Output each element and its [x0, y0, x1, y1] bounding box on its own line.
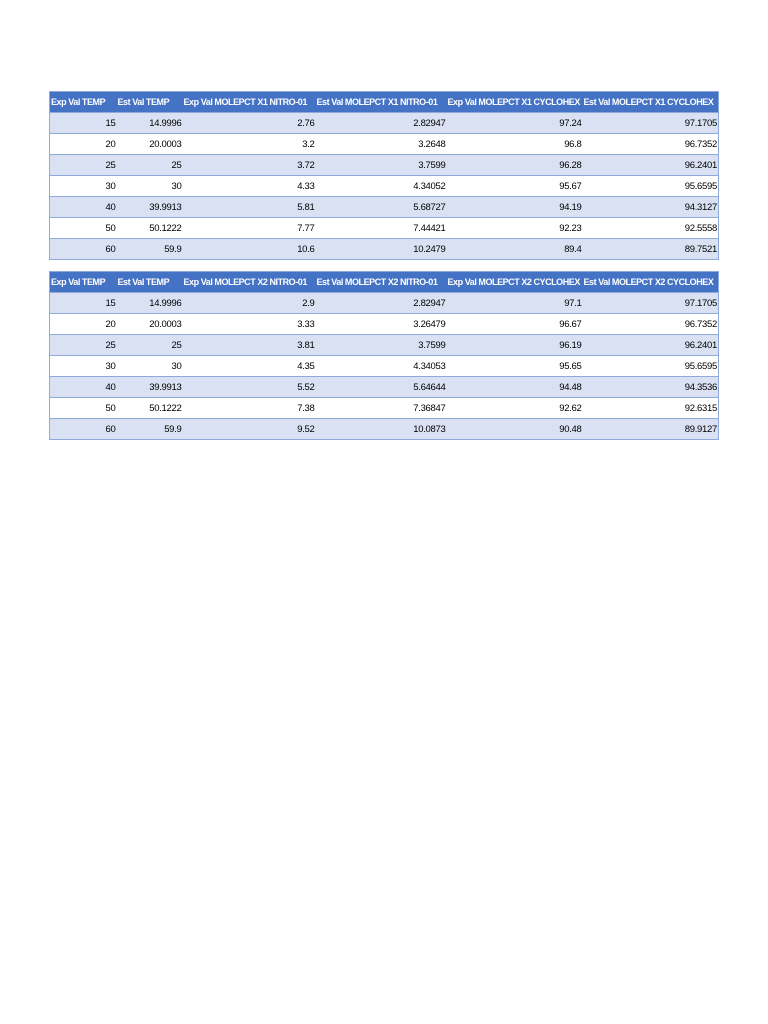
table-cell: 94.48 — [447, 377, 583, 398]
table-cell: 89.4 — [447, 239, 583, 260]
data-table-x2 — [49, 271, 719, 440]
column-header: Exp Val TEMP — [50, 92, 117, 113]
table-cell: 95.65 — [447, 356, 583, 377]
table-cell: 96.2401 — [583, 335, 719, 356]
table-cell: 7.77 — [183, 218, 316, 239]
table-row — [50, 197, 719, 218]
table-header-row — [50, 92, 719, 113]
table-cell: 2.82947 — [316, 113, 447, 134]
table-row — [50, 176, 719, 197]
table-cell: 94.3536 — [583, 377, 719, 398]
table-cell: 96.7352 — [583, 134, 719, 155]
table-row — [50, 377, 719, 398]
table-cell: 50 — [50, 218, 117, 239]
table-cell: 96.67 — [447, 314, 583, 335]
table-cell: 4.34053 — [316, 356, 447, 377]
table-cell: 25 — [50, 335, 117, 356]
table-cell: 14.9996 — [117, 293, 183, 314]
table-cell: 2.82947 — [316, 293, 447, 314]
table-cell: 90.48 — [447, 419, 583, 440]
table-cell: 30 — [50, 176, 117, 197]
column-header: Est Val MOLEPCT X1 NITRO-01 — [316, 92, 447, 113]
table-cell: 15 — [50, 293, 117, 314]
table-cell: 3.7599 — [316, 335, 447, 356]
column-header: Est Val TEMP — [117, 272, 183, 293]
table-cell: 39.9913 — [117, 197, 183, 218]
table-cell: 60 — [50, 239, 117, 260]
table-cell: 92.6315 — [583, 398, 719, 419]
table-cell: 30 — [50, 356, 117, 377]
table-cell: 2.76 — [183, 113, 316, 134]
table-cell: 5.52 — [183, 377, 316, 398]
table-cell: 92.5558 — [583, 218, 719, 239]
table-cell: 95.6595 — [583, 356, 719, 377]
table-cell: 25 — [117, 155, 183, 176]
table-cell: 10.6 — [183, 239, 316, 260]
table-cell: 94.19 — [447, 197, 583, 218]
table-cell: 39.9913 — [117, 377, 183, 398]
table-cell: 20 — [50, 134, 117, 155]
table-cell: 50.1222 — [117, 218, 183, 239]
table-cell: 4.35 — [183, 356, 316, 377]
table-cell: 95.67 — [447, 176, 583, 197]
table-row — [50, 398, 719, 419]
table-row — [50, 293, 719, 314]
table-cell: 96.7352 — [583, 314, 719, 335]
column-header: Est Val MOLEPCT X1 CYCLOHEX — [583, 92, 719, 113]
column-header: Est Val MOLEPCT X2 CYCLOHEX — [583, 272, 719, 293]
column-header: Est Val TEMP — [117, 92, 183, 113]
column-header: Exp Val MOLEPCT X1 NITRO-01 — [183, 92, 316, 113]
table-cell: 96.8 — [447, 134, 583, 155]
table-row — [50, 314, 719, 335]
table-cell: 4.34052 — [316, 176, 447, 197]
table-cell: 7.38 — [183, 398, 316, 419]
table-cell: 97.1705 — [583, 293, 719, 314]
table-cell: 96.2401 — [583, 155, 719, 176]
table-row — [50, 335, 719, 356]
table-cell: 14.9996 — [117, 113, 183, 134]
table-row — [50, 155, 719, 176]
table-cell: 3.7599 — [316, 155, 447, 176]
table-cell: 20.0003 — [117, 134, 183, 155]
table-cell: 40 — [50, 197, 117, 218]
table-cell: 89.9127 — [583, 419, 719, 440]
table-cell: 97.1705 — [583, 113, 719, 134]
table-cell: 9.52 — [183, 419, 316, 440]
table-row — [50, 134, 719, 155]
table-cell: 40 — [50, 377, 117, 398]
table-cell: 3.2 — [183, 134, 316, 155]
table-cell: 5.68727 — [316, 197, 447, 218]
column-header: Est Val MOLEPCT X2 NITRO-01 — [316, 272, 447, 293]
table-cell: 3.72 — [183, 155, 316, 176]
table-cell: 94.3127 — [583, 197, 719, 218]
table-cell: 4.33 — [183, 176, 316, 197]
table-row — [50, 356, 719, 377]
table-cell: 95.6595 — [583, 176, 719, 197]
table-cell: 25 — [50, 155, 117, 176]
table-cell: 3.33 — [183, 314, 316, 335]
table-cell: 7.44421 — [316, 218, 447, 239]
column-header: Exp Val MOLEPCT X2 CYCLOHEX — [447, 272, 583, 293]
table-cell: 59.9 — [117, 239, 183, 260]
table-row — [50, 419, 719, 440]
table-cell: 3.2648 — [316, 134, 447, 155]
table-cell: 5.81 — [183, 197, 316, 218]
table-cell: 10.0873 — [316, 419, 447, 440]
table-row — [50, 218, 719, 239]
table-cell: 96.19 — [447, 335, 583, 356]
table-cell: 97.24 — [447, 113, 583, 134]
table-cell: 20.0003 — [117, 314, 183, 335]
table-cell: 60 — [50, 419, 117, 440]
table-cell: 30 — [117, 356, 183, 377]
table-cell: 3.81 — [183, 335, 316, 356]
table-cell: 25 — [117, 335, 183, 356]
data-table-x1 — [49, 91, 719, 260]
table-cell: 7.36847 — [316, 398, 447, 419]
table-cell: 50.1222 — [117, 398, 183, 419]
table-cell: 10.2479 — [316, 239, 447, 260]
table-row — [50, 113, 719, 134]
table-cell: 59.9 — [117, 419, 183, 440]
column-header: Exp Val TEMP — [50, 272, 117, 293]
column-header: Exp Val MOLEPCT X1 CYCLOHEX — [447, 92, 583, 113]
table-row — [50, 239, 719, 260]
table-cell: 89.7521 — [583, 239, 719, 260]
table-cell: 20 — [50, 314, 117, 335]
table-cell: 5.64644 — [316, 377, 447, 398]
table-cell: 15 — [50, 113, 117, 134]
table-cell: 96.28 — [447, 155, 583, 176]
table-header-row — [50, 272, 719, 293]
table-cell: 50 — [50, 398, 117, 419]
table-cell: 30 — [117, 176, 183, 197]
table-cell: 92.62 — [447, 398, 583, 419]
column-header: Exp Val MOLEPCT X2 NITRO-01 — [183, 272, 316, 293]
table-cell: 97.1 — [447, 293, 583, 314]
table-cell: 3.26479 — [316, 314, 447, 335]
table-cell: 2.9 — [183, 293, 316, 314]
table-cell: 92.23 — [447, 218, 583, 239]
